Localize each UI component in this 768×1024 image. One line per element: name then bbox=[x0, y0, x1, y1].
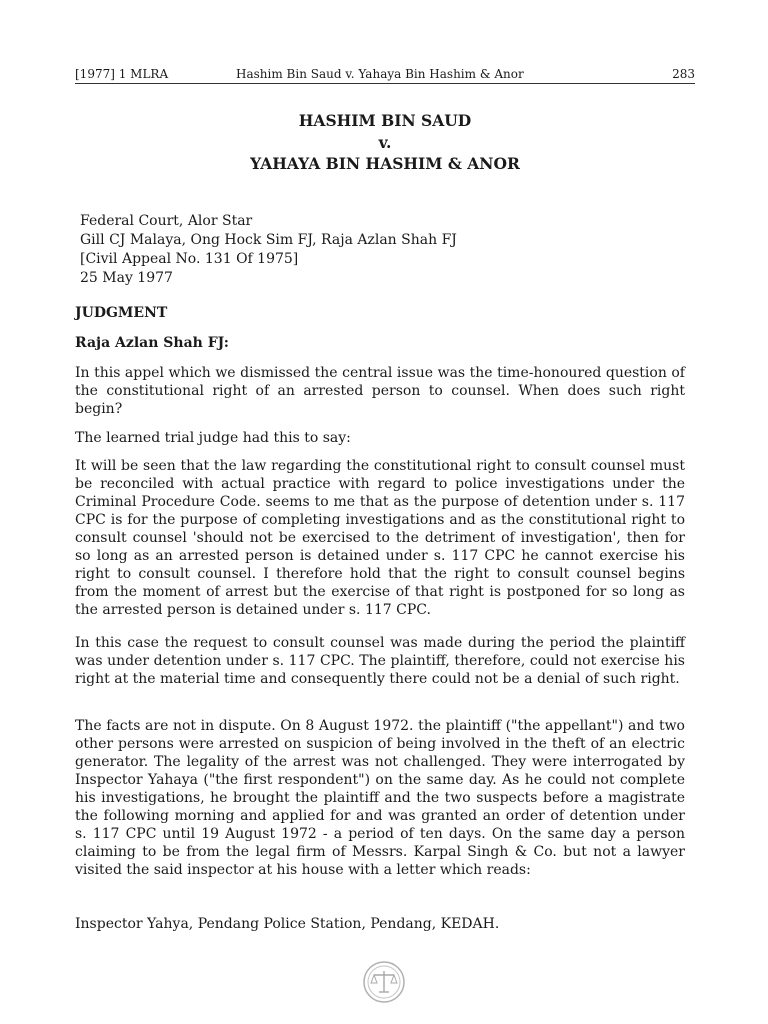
paragraph: The learned trial judge had this to say: bbox=[75, 430, 351, 446]
header-rule bbox=[75, 83, 695, 84]
header-page-number: 283 bbox=[672, 67, 695, 81]
header-citation: [1977] 1 MLRA bbox=[75, 67, 169, 81]
running-header bbox=[75, 66, 695, 82]
paragraph: In this appel which we dismissed the central issue was the time-honoured question of the constitutional right of an arrested person to counsel. When does such right begin? bbox=[75, 365, 685, 417]
judge-heading: Raja Azlan Shah FJ: bbox=[75, 335, 229, 351]
header-case-name: Hashim Bin Saud v. Yahaya Bin Hashim & Anor bbox=[236, 67, 524, 81]
paragraph: In this case the request to consult counsel was made during the period the plaintiff was under detention under s. 117 CPC. The plaintiff, therefore, could not exercise his right at the material time and consequently there could not be a denial of such right. bbox=[75, 635, 685, 687]
judgment-heading: JUDGMENT bbox=[75, 305, 168, 321]
case-title-party-two: YAHAYA BIN HASHIM & ANOR bbox=[250, 154, 520, 173]
case-title-versus: v. bbox=[378, 133, 392, 152]
appeal-number: [Civil Appeal No. 131 Of 1975] bbox=[80, 251, 299, 267]
paragraph: The facts are not in dispute. On 8 August 1972. the plaintiff ("the appellant") and two other persons were arrested on suspicion of being involved in the theft of an electric generator. The legality of the arrest was not challenged. They were interrogated by Inspector Yahaya ("the first respondent") on the same day. As he could not complete his investigations, he brought the plaintiff and the two suspects before a magistrate the following morning and applied for and was granted an order of detention under s. 117 CPC until 19 August 1972 - a period of ten days. On the same day a person claiming to be from the legal firm of Messrs. Karpal Singh & Co. but not a lawyer visited the said inspector at his house with a letter which reads: bbox=[75, 718, 685, 878]
judgment-date: 25 May 1977 bbox=[80, 270, 173, 286]
paragraph: Inspector Yahya, Pendang Police Station, Pendang, KEDAH. bbox=[75, 916, 500, 932]
scales-of-justice-seal-icon bbox=[362, 960, 406, 1004]
judges: Gill CJ Malaya, Ong Hock Sim FJ, Raja Azlan Shah FJ bbox=[80, 232, 457, 248]
case-info bbox=[80, 212, 457, 288]
court-name: Federal Court, Alor Star bbox=[80, 213, 253, 229]
case-title-party-one: HASHIM BIN SAUD bbox=[298, 111, 472, 130]
quoted-paragraph: It will be seen that the law regarding the constitutional right to consult counsel must be reconciled with actual practice with regard to police investigations under the Criminal Procedure Code. seems to me that as the purpose of detention under s. 117 CPC is for the purpose of completing investigations and as the constitutional right to consult counsel 'should not be exercised to the detriment of investigation', then for so long as an arrested person is detained under s. 117 CPC he cannot exercise his right to consult counsel. I therefore hold that the right to consult counsel begins from the moment of arrest but the exercise of that right is postponed for so long as the arrested person is detained under s. 117 CPC. bbox=[75, 458, 685, 618]
